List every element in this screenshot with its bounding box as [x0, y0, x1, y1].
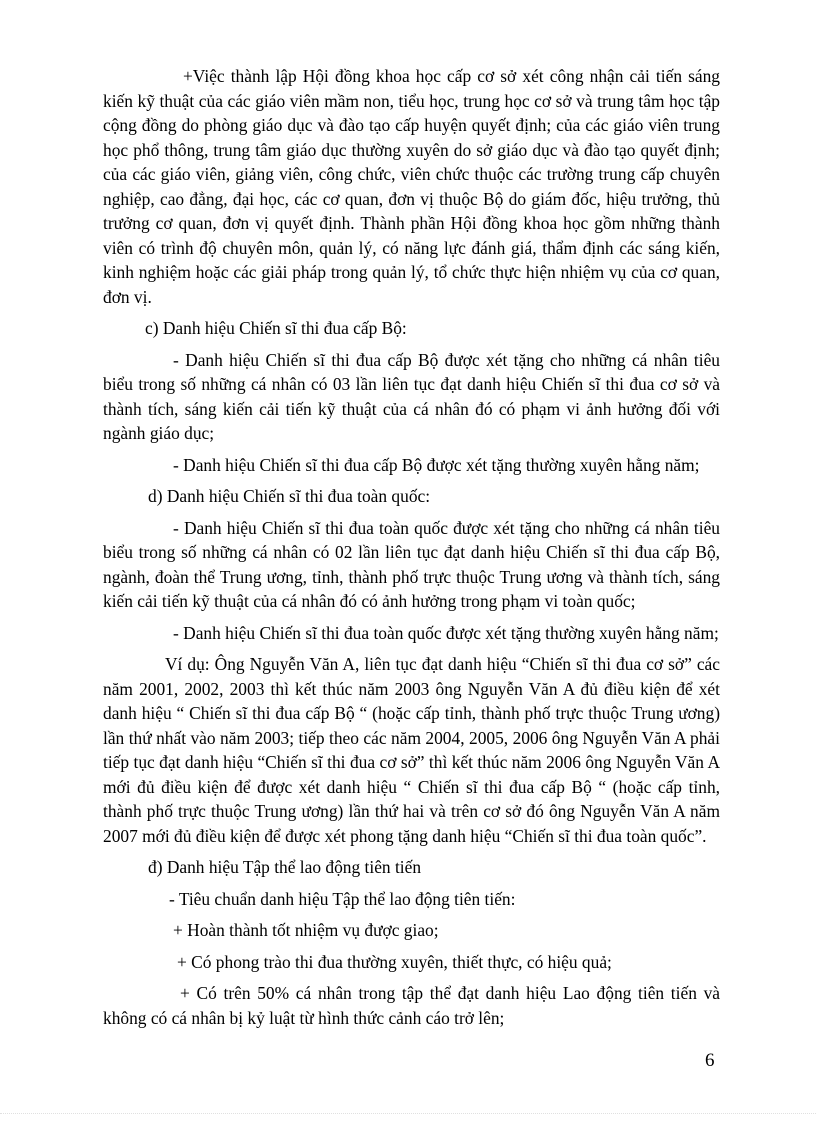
- list-item-complete-tasks: + Hoàn thành tốt nhiệm vụ được giao;: [173, 920, 439, 940]
- list-item-over-50-percent: + Có trên 50% cá nhân trong tập thể đạt danh hiệu Lao động tiên tiến và không có cá nhân bị kỷ luật từ hình thức cảnh cáo trở lên;: [103, 983, 720, 1028]
- paragraph-council-establishment: +Việc thành lập Hội đồng khoa học cấp cơ sở xét công nhận cải tiến sáng kiến kỹ thuật của các giáo viên mầm non, tiểu học, trung học cơ sở và trung tâm học tập cộng đồng do phòng giáo dục và đào tạo cấp huyện quyết định; của các giáo viên trung học phổ thông, trung tâm giáo dục thường xuyên do sở giáo dục và đào tạo quyết định; của các giáo viên, giảng viên, công chức, viên chức thuộc các trường trung cấp chuyên nghiệp, cao đẳng, đại học, các cơ quan, đơn vị thuộc Bộ do giám đốc, hiệu trưởng, thủ trưởng cơ quan, đơn vị quyết định. Thành phần Hội đồng khoa học gồm những thành viên có trình độ chuyên môn, quản lý, có năng lực đánh giá, thẩm định các sáng kiến, kinh nghiệm hoặc các giải pháp trong quản lý, tổ chức thực hiện nhiệm vụ của cơ quan, đơn vị.: [103, 66, 720, 307]
- paragraph-national-frequency: - Danh hiệu Chiến sĩ thi đua toàn quốc được xét tặng thường xuyên hằng năm;: [173, 622, 719, 643]
- page-bottom-divider: [0, 1113, 816, 1114]
- paragraph-ministry-criteria: - Danh hiệu Chiến sĩ thi đua cấp Bộ được xét tặng cho những cá nhân tiêu biểu trong số những cá nhân có 03 lần liên tục đạt danh hiệu Chiến sĩ thi đua cơ sở và thành tích, sáng kiến cải tiến kỹ thuật của cá nhân đó có phạm vi ảnh hưởng đối với ngành giáo dục;: [103, 349, 720, 443]
- paragraph-collective-criteria-intro: - Tiêu chuẩn danh hiệu Tập thể lao động tiên tiến:: [169, 888, 516, 909]
- list-item-emulation-movement: + Có phong trào thi đua thường xuyên, thiết thực, có hiệu quả;: [177, 951, 612, 972]
- heading-c-ministry-emulation-title: c) Danh hiệu Chiến sĩ thi đua cấp Bộ:: [145, 318, 407, 338]
- paragraph-example: Ví dụ: Ông Nguyễn Văn A, liên tục đạt danh hiệu “Chiến sĩ thi đua cơ sở” các năm 2001, 2002, 2003 thì kết thúc năm 2003 ông Nguyễn Văn A đủ điều kiện để xét danh hiệu “ Chiến sĩ thi đua cấp Bộ “ (hoặc cấp tỉnh, thành phố trực thuộc Trung ương) lần thứ nhất vào năm 2003; tiếp theo các năm 2004, 2005, 2006 ông Nguyễn Văn A phải tiếp tục đạt danh hiệu “Chiến sĩ thi đua cơ sở” thì kết thúc năm 2006 ông Nguyễn Văn A mới đủ điều kiện để được xét danh hiệu “ Chiến sĩ thi đua cấp Bộ “ (hoặc cấp tỉnh, thành phố trực thuộc Trung ương) lần thứ hai và trên cơ sở đó ông Nguyễn Văn A năm 2007 mới đủ điều kiện để được xét phong tặng danh hiệu “Chiến sĩ thi đua toàn quốc”.: [103, 654, 720, 846]
- page-number: 6: [705, 1050, 715, 1071]
- paragraph-national-criteria: - Danh hiệu Chiến sĩ thi đua toàn quốc được xét tặng cho những cá nhân tiêu biểu trong số những cá nhân có 02 lần liên tục đạt danh hiệu Chiến sĩ thi đua cấp Bộ, ngành, đoàn thể Trung ương, tỉnh, thành phố trực thuộc Trung ương và thành tích, sáng kiến cải tiến kỹ thuật của cá nhân đó có ảnh hưởng trong phạm vi toàn quốc;: [103, 517, 720, 611]
- paragraph-ministry-frequency: - Danh hiệu Chiến sĩ thi đua cấp Bộ được xét tặng thường xuyên hằng năm;: [173, 454, 700, 475]
- document-body: [103, 64, 720, 1037]
- heading-d-national-emulation-title: d) Danh hiệu Chiến sĩ thi đua toàn quốc:: [148, 486, 431, 506]
- heading-dd-advanced-collective: đ) Danh hiệu Tập thể lao động tiên tiến: [148, 857, 422, 877]
